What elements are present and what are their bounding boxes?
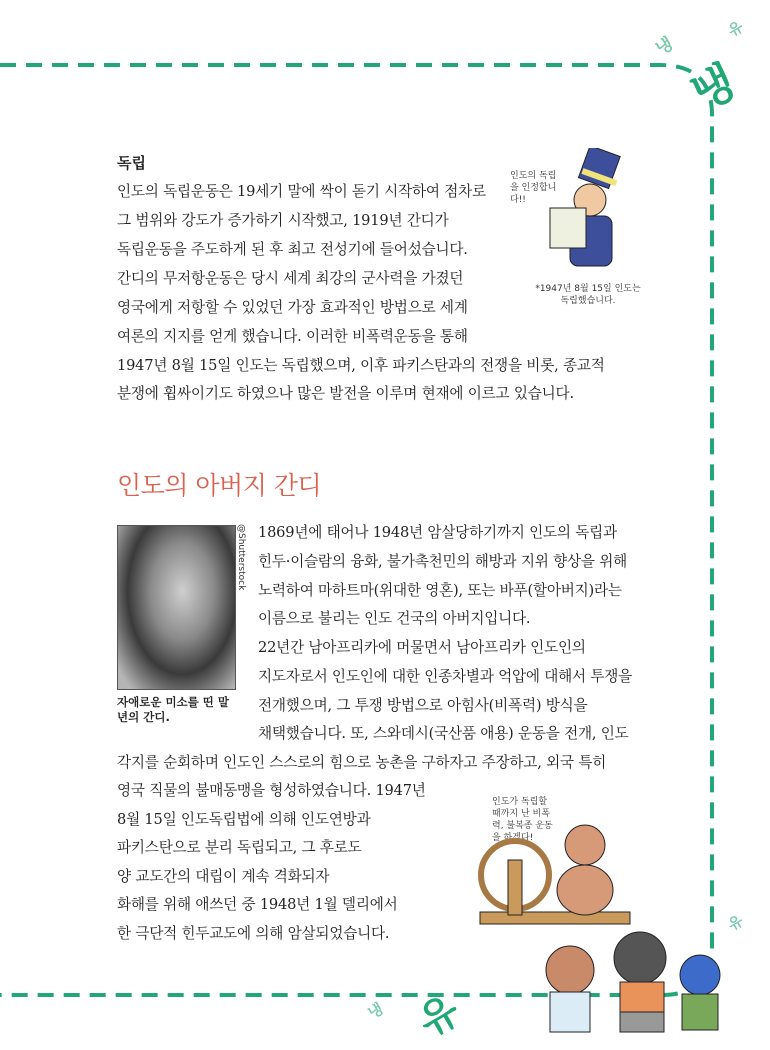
paragraph-line: 1869년에 태어나 1948년 암살당하기까지 인도의 독립과: [258, 524, 617, 541]
deco-letter-small: 냉: [652, 33, 677, 60]
paragraph-line: 파키스탄으로 분리 독립되고, 그 후로도: [117, 839, 362, 856]
paragraph-line: 간디의 무저항운동은 당시 세계 최강의 군사력을 가졌던: [117, 270, 464, 287]
paragraph-line: 22년간 남아프리카에 머물면서 남아프리카 인도인의: [258, 639, 586, 656]
paragraph-line: 독립운동을 주도하게 된 후 최고 전성기에 들어섰습니다.: [117, 241, 468, 258]
paragraph-line: 그 범위와 강도가 증가하기 시작했고, 1919년 간디가: [117, 212, 449, 229]
cartoon-british-official: [545, 148, 635, 278]
deco-letter-small: 유: [724, 911, 747, 935]
paragraph-line: 이름으로 불리는 인도 건국의 아버지입니다.: [258, 610, 531, 627]
cartoon-gandhi-spinning-wheel: [470, 820, 640, 935]
cartoon-speech-bubble: 인도의 독립을 인정합니다!!: [510, 171, 557, 205]
paragraph-line: 각지를 순회하며 인도인 스스로의 힘으로 농촌을 구하자고 주장하고, 외국 특히: [117, 754, 607, 771]
paragraph-line: 노력하여 마하트마(위대한 영혼), 또는 바푸(할아버지)라는: [258, 582, 622, 599]
section-title-independence: 독립: [117, 154, 146, 172]
paragraph-line: 전개했으며, 그 투쟁 방법으로 아힘사(비폭력) 방식을: [258, 697, 588, 714]
paragraph-line: 힌두·이슬람의 융화, 불가촉천민의 해방과 지위 향상을 위해: [258, 553, 628, 570]
paragraph-line: 양 교도간의 대립이 계속 격화되자: [117, 868, 330, 885]
paragraph-line: 한 극단적 힌두교도에 의해 암살되었습니다.: [117, 925, 390, 942]
paragraph-line: 지도자로서 인도인에 대한 인종차별과 억압에 대해서 투쟁을: [258, 668, 633, 685]
photo-caption: 자애로운 미소를 띤 말년의 간디.: [117, 695, 229, 724]
paragraph-line: 화해를 위해 애쓰던 중 1948년 1월 델리에서: [117, 896, 398, 913]
deco-letter-small: 냉: [364, 999, 387, 1023]
cartoon-speech-bubble: 인도가 독립할 때까지 난 비폭력, 불복종 운동을 하겠다!: [492, 797, 553, 843]
gandhi-photo: [117, 525, 236, 690]
paragraph-line: 분쟁에 휩싸이기도 하였으나 많은 발전을 이루며 현재에 이르고 있습니다.: [117, 385, 574, 402]
deco-letter-small: 유: [724, 17, 747, 41]
paragraph-line: 영국에게 저항할 수 있었던 가장 효과적인 방법으로 세계: [117, 299, 468, 316]
paragraph-line: 채택했습니다. 또, 스와데시(국산품 애용) 운동을 전개, 인도: [258, 725, 629, 742]
deco-letter-big-top: 냉: [683, 55, 744, 121]
deco-letter-big-bottom: 유: [410, 986, 468, 1047]
section-heading-gandhi: 인도의 아버지 간디: [117, 471, 322, 500]
paragraph-line: 영국 직물의 불매동맹을 형성하였습니다. 1947년: [117, 782, 426, 799]
paragraph-line: 인도의 독립운동은 19세기 말에 싹이 돋기 시작하여 점차로: [117, 183, 486, 200]
paragraph-line: 8월 15일 인도독립법에 의해 인도연방과: [117, 811, 371, 828]
paragraph-line: 여론의 지지를 얻게 했습니다. 이러한 비폭력운동을 통해: [117, 328, 468, 345]
cartoon-note: *1947년 8월 15일 인도는 독립했습니다.: [535, 284, 641, 306]
photo-credit: @Shutterstock: [236, 524, 246, 591]
cartoon-three-kids: [530, 930, 730, 1040]
paragraph-line: 1947년 8월 15일 인도는 독립했으며, 이후 파키스탄과의 전쟁을 비롯, 종교적: [117, 357, 605, 374]
